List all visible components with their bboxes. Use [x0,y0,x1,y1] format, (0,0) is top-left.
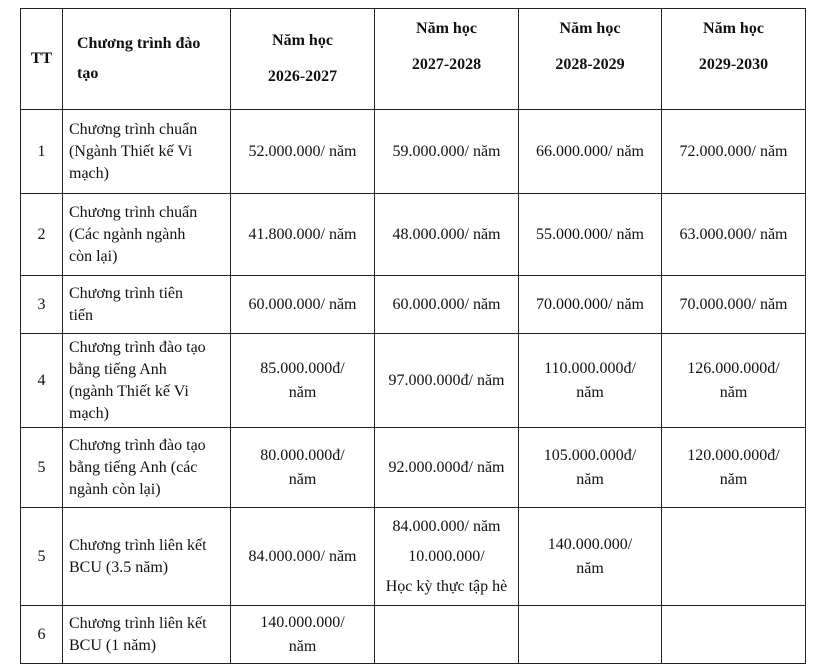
program-name-line: (Ngành Thiết kế Vi [69,142,193,160]
fee-line: 52.000.000/ năm [248,142,357,160]
header-year-4-label: Năm học [703,20,764,37]
program-name-line: còn lại) [69,247,118,265]
fee-line: Học kỳ thực tập hè [385,577,508,595]
fee-line: 10.000.000/ [408,547,485,565]
fee-line: 63.000.000/ năm [679,225,788,243]
header-year-1-label: Năm học [272,32,333,49]
fee-cell-year-1 [231,606,375,664]
fee-line: 84.000.000/ năm [392,517,501,535]
program-name-line: mạch) [69,404,109,422]
row-number: 6 [21,606,63,664]
table-row [21,428,806,508]
fee-cell-year-3 [519,606,662,664]
fee-line: 80.000.000đ/ [260,446,345,464]
fee-cell-year-3 [519,428,662,508]
program-name-line: Chương trình đào tạo [69,338,206,356]
row-number: 3 [21,276,63,334]
fee-line: 97.000.000đ/ năm [388,371,505,389]
program-name-line: Chương trình chuẩn [69,203,198,221]
program-name-line: (Các ngành ngành [69,225,186,243]
fee-line: 110.000.000đ/ [544,359,636,377]
program-name-line: (ngành Thiết kế Vi [69,382,189,400]
header-year-3-range: 2028-2029 [555,56,625,73]
table-row [21,110,806,194]
fee-line: năm [576,383,604,401]
program-name [63,194,231,276]
header-year-2-label: Năm học [416,20,477,37]
program-name [63,428,231,508]
fee-line: 70.000.000/ năm [679,295,788,313]
table-row [21,194,806,276]
header-program-line1: Chương trình đào [77,35,201,52]
fee-cell-year-4 [662,334,806,428]
fee-line: năm [288,470,317,488]
program-name-line: bằng tiếng Anh [69,360,167,378]
program-name-line: Chương trình đào tạo [69,436,206,454]
fee-cell-year-3 [519,276,662,334]
header-year-3 [519,9,662,110]
fee-cell-year-1 [231,428,375,508]
fee-cell-year-1 [231,334,375,428]
fee-cell-year-2 [375,194,519,276]
program-name-line: bằng tiếng Anh (các [69,458,198,476]
fee-line: 70.000.000/ năm [536,295,644,313]
fee-cell-year-2 [375,110,519,194]
fee-line: năm [576,470,604,488]
row-number: 5 [21,428,63,508]
fee-cell-year-1 [231,276,375,334]
header-year-1-range: 2026-2027 [267,68,338,85]
fee-cell-year-4 [662,110,806,194]
table-row [21,606,806,664]
program-name-line: Chương trình liên kết [69,536,207,554]
fee-line: 85.000.000đ/ [260,359,345,377]
program-name-line: tiến [69,306,93,324]
fee-line: 120.000.000đ/ [687,446,780,464]
fee-cell-year-2 [375,276,519,334]
header-year-2 [375,9,519,110]
fee-line: 60.000.000/ năm [248,295,357,313]
fee-cell-year-3 [519,194,662,276]
fee-cell-year-3 [519,334,662,428]
program-name-line: Chương trình chuẩn [69,120,198,138]
fee-line: năm [576,559,604,577]
fee-line: 105.000.000đ/ [543,446,637,464]
fee-line: 59.000.000/ năm [392,142,501,160]
header-program [63,9,231,110]
row-number: 2 [21,194,63,276]
program-name-line: BCU (3.5 năm) [69,558,169,576]
program-name [63,508,231,606]
header-year-2-range: 2027-2028 [411,56,482,73]
program-name [63,110,231,194]
fee-cell-year-4 [662,428,806,508]
program-name-line: ngành còn lại) [69,480,161,498]
fee-line: 140.000.000/ [547,535,633,553]
fee-line: năm [288,637,317,655]
fee-cell-year-1 [231,194,375,276]
fee-line: 48.000.000/ năm [392,225,501,243]
fee-cell-year-3 [519,110,662,194]
table-row [21,276,806,334]
program-name-line: Chương trình tiên [69,284,184,302]
fee-cell-year-2 [375,508,519,606]
program-name [63,334,231,428]
program-name [63,606,231,664]
table-body [21,110,806,664]
program-name-line: Chương trình liên kết [69,614,207,632]
header-year-1 [231,9,375,110]
table-row [21,334,806,428]
fee-line: 72.000.000/ năm [679,142,788,160]
fee-cell-year-2 [375,606,519,664]
header-year-4-range: 2029-2030 [698,56,769,73]
fee-line: 140.000.000/ [260,613,345,631]
table-row [21,508,806,606]
row-number: 5 [21,508,63,606]
header-year-4 [662,9,806,110]
fee-line: năm [719,470,748,488]
header-program-line2: tạo [77,65,99,82]
header-tt: TT [21,9,63,110]
fee-cell-year-4 [662,508,806,606]
fee-cell-year-1 [231,508,375,606]
fee-line: 84.000.000/ năm [248,547,357,565]
fee-cell-year-4 [662,276,806,334]
fee-cell-year-4 [662,194,806,276]
row-number: 4 [21,334,63,428]
fee-line: 92.000.000đ/ năm [388,458,505,476]
fee-cell-year-2 [375,334,519,428]
fee-line: năm [288,383,317,401]
fee-line: 66.000.000/ năm [536,142,644,160]
header-row [21,9,806,110]
header-year-3-label: Năm học [559,20,621,37]
fee-line: 60.000.000/ năm [392,295,501,313]
program-name-line: mạch) [69,164,109,182]
fee-line: năm [719,383,748,401]
program-name-line: BCU (1 năm) [69,636,157,654]
tuition-table [20,8,806,664]
row-number: 1 [21,110,63,194]
fee-line: 126.000.000đ/ [687,359,780,377]
fee-cell-year-3 [519,508,662,606]
fee-cell-year-1 [231,110,375,194]
program-name [63,276,231,334]
fee-line: 55.000.000/ năm [536,225,644,243]
fee-cell-year-2 [375,428,519,508]
fee-cell-year-4 [662,606,806,664]
fee-line: 41.800.000/ năm [248,225,357,243]
